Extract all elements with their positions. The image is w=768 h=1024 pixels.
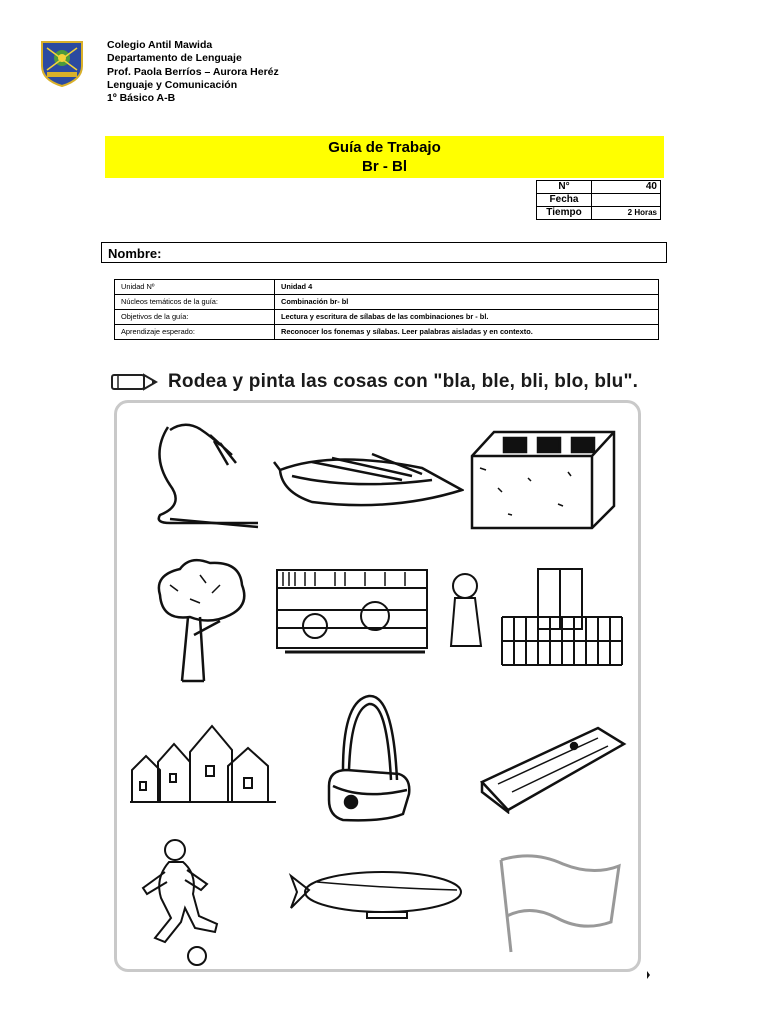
balcony-picture[interactable] [498,565,626,673]
village-picture[interactable] [128,722,278,807]
grade: 1º Básico A-B [107,92,176,105]
subject: Lenguaje y Comunicación [107,78,238,91]
shoulder-bag-picture[interactable] [323,690,415,825]
table-row [115,280,659,295]
school-name: Colegio Antil Mawida [107,39,213,51]
wooden-plank-picture[interactable] [478,722,628,814]
info-label: Objetivos de la guía: [115,310,275,325]
whip-picture[interactable] [140,415,265,530]
table-row [115,325,659,340]
info-value: Reconocer los fonemas y sílabas. Leer palabras aisladas y en contexto. [275,325,659,340]
concrete-block-picture[interactable] [468,428,618,533]
student-name-field[interactable] [101,242,667,263]
number-value: 40 [592,181,661,194]
date-value[interactable] [592,194,661,207]
guide-title-banner [105,136,664,178]
info-label: Núcleos temáticos de la guía: [115,295,275,310]
library-picture[interactable] [275,566,495,662]
instruction [110,370,638,394]
pencil-icon [110,371,158,393]
date-label: Fecha [537,194,592,207]
table-row [115,295,659,310]
flag-picture[interactable] [493,852,623,957]
table-row [115,310,659,325]
number-label: N° [537,181,592,194]
school-logo [37,38,87,88]
department: Departamento de Lenguaje [107,52,242,65]
time-value: 2 Horas [592,207,661,220]
info-value: Lectura y escritura de sílabas de las combinaciones br - bl. [275,310,659,325]
soccer-player-picture[interactable] [135,838,230,968]
info-table [114,279,659,340]
guide-title: Guía de Trabajo [328,139,441,156]
info-label: Unidad Nº [115,280,275,295]
rowboat-picture[interactable] [272,440,464,515]
tree-picture[interactable] [150,555,250,685]
info-value: Combinación br- bl [275,295,659,310]
time-label: Tiempo [537,207,592,220]
info-value: Unidad 4 [275,280,659,295]
blimp-picture[interactable] [287,868,465,926]
teachers: Prof. Paola Berríos – Aurora Heréz [107,65,279,78]
meta-table [536,180,661,220]
school-info [107,39,279,105]
name-label: Nombre: [108,246,162,261]
guide-subtitle: Br - Bl [362,158,407,175]
instruction-text: Rodea y pinta las cosas con "bla, ble, bli, blo, blu". [168,371,639,392]
info-label: Aprendizaje esperado: [115,325,275,340]
page-corner-mark [646,966,651,974]
